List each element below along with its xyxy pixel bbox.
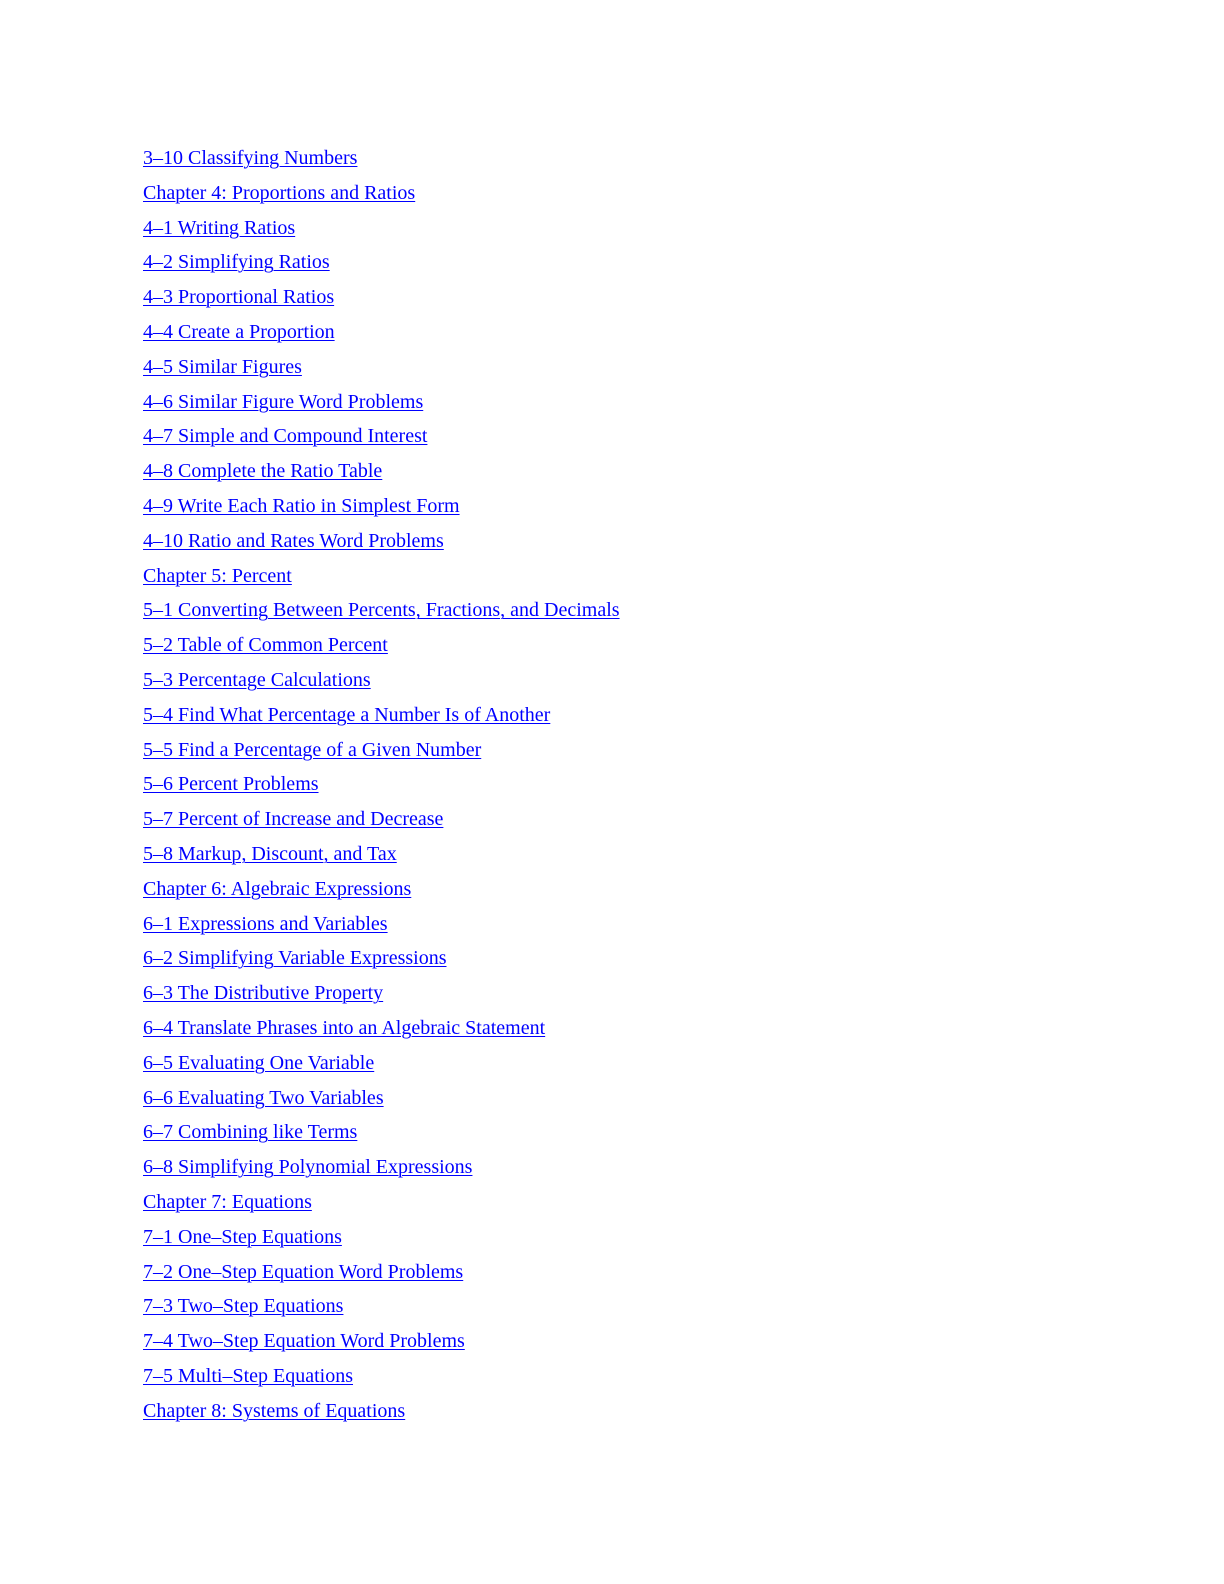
toc-entry [143,767,620,802]
toc-entry [143,698,620,733]
toc-entry [143,1394,620,1429]
toc-link[interactable]: 4–10 Ratio and Rates Word Problems [143,529,444,552]
toc-entry [143,1220,620,1255]
toc-chapter-link[interactable]: Chapter 4: Proportions and Ratios [143,181,416,204]
toc-link[interactable]: 7–4 Two–Step Equation Word Problems [143,1330,465,1353]
toc-link[interactable]: 5–5 Find a Percentage of a Given Number [143,738,482,761]
toc-entry [143,1081,620,1116]
toc-link[interactable]: 4–3 Proportional Ratios [143,286,335,309]
toc-entry [143,211,620,246]
toc-entry [143,454,620,489]
toc-entry [143,837,620,872]
toc-link[interactable]: 4–7 Simple and Compound Interest [143,425,428,448]
toc-entry [143,976,620,1011]
toc-link[interactable]: 5–2 Table of Common Percent [143,634,388,657]
toc-link[interactable]: 7–2 One–Step Equation Word Problems [143,1260,464,1283]
toc-entry [143,663,620,698]
toc-entry [143,733,620,768]
toc-link[interactable]: 3–10 Classifying Numbers [143,147,358,169]
toc-link[interactable]: 5–8 Markup, Discount, and Tax [143,842,397,865]
toc-entry [143,1359,620,1394]
toc-link[interactable]: 4–8 Complete the Ratio Table [143,460,383,483]
toc-link[interactable]: 6–2 Simplifying Variable Expressions [143,947,447,970]
toc-link[interactable]: 4–2 Simplifying Ratios [143,251,330,274]
toc-link[interactable]: 5–3 Percentage Calculations [143,668,371,691]
toc-chapter-link[interactable]: Chapter 6: Algebraic Expressions [143,877,412,900]
toc-entry [143,1115,620,1150]
toc-entry [143,593,620,628]
toc-link[interactable]: 6–1 Expressions and Variables [143,912,388,935]
toc-link[interactable]: 5–7 Percent of Increase and Decrease [143,808,444,831]
toc-link[interactable]: 6–3 The Distributive Property [143,982,384,1005]
toc-entry [143,245,620,280]
toc-entry [143,802,620,837]
toc-link[interactable]: 5–1 Converting Between Percents, Fractions, and Decimals [143,599,620,622]
toc-link[interactable]: 6–5 Evaluating One Variable [143,1051,375,1074]
toc-entry [143,1046,620,1081]
toc-entry [143,1255,620,1290]
toc-entry [143,1185,620,1220]
toc-link[interactable]: 4–9 Write Each Ratio in Simplest Form [143,494,460,517]
toc-entry [143,176,620,211]
toc-link[interactable]: 6–7 Combining like Terms [143,1121,358,1144]
toc-link[interactable]: 5–6 Percent Problems [143,773,319,796]
toc-chapter-link[interactable]: Chapter 8: Systems of Equations [143,1399,406,1422]
toc-entry [143,1150,620,1185]
toc-entry [143,280,620,315]
toc-link[interactable]: 4–4 Create a Proportion [143,320,335,343]
toc-entry [143,872,620,907]
toc-entry [143,315,620,350]
toc-chapter-link[interactable]: Chapter 7: Equations [143,1190,312,1213]
toc-link[interactable]: 4–1 Writing Ratios [143,216,296,239]
toc-link[interactable]: 7–5 Multi–Step Equations [143,1364,353,1387]
toc-entry [143,419,620,454]
toc-entry [143,907,620,942]
toc-link[interactable]: 6–8 Simplifying Polynomial Expressions [143,1156,473,1179]
toc-entry [143,941,620,976]
toc-entry [143,1289,620,1324]
toc-entry [143,1011,620,1046]
toc-chapter-link[interactable]: Chapter 5: Percent [143,564,292,587]
toc-link[interactable]: 7–1 One–Step Equations [143,1225,342,1248]
toc-link[interactable]: 4–6 Similar Figure Word Problems [143,390,424,413]
toc-link[interactable]: 6–6 Evaluating Two Variables [143,1086,384,1109]
toc-entry [143,141,620,176]
toc-entry [143,489,620,524]
toc-entry [143,559,620,594]
toc-entry [143,385,620,420]
toc-entry [143,628,620,663]
toc-entry [143,1324,620,1359]
toc-entry [143,524,620,559]
toc-entry [143,350,620,385]
toc-link[interactable]: 6–4 Translate Phrases into an Algebraic Statement [143,1016,546,1039]
table-of-contents [143,141,620,1428]
toc-link[interactable]: 5–4 Find What Percentage a Number Is of Another [143,703,551,726]
toc-link[interactable]: 4–5 Similar Figures [143,355,302,378]
toc-link[interactable]: 7–3 Two–Step Equations [143,1295,344,1318]
